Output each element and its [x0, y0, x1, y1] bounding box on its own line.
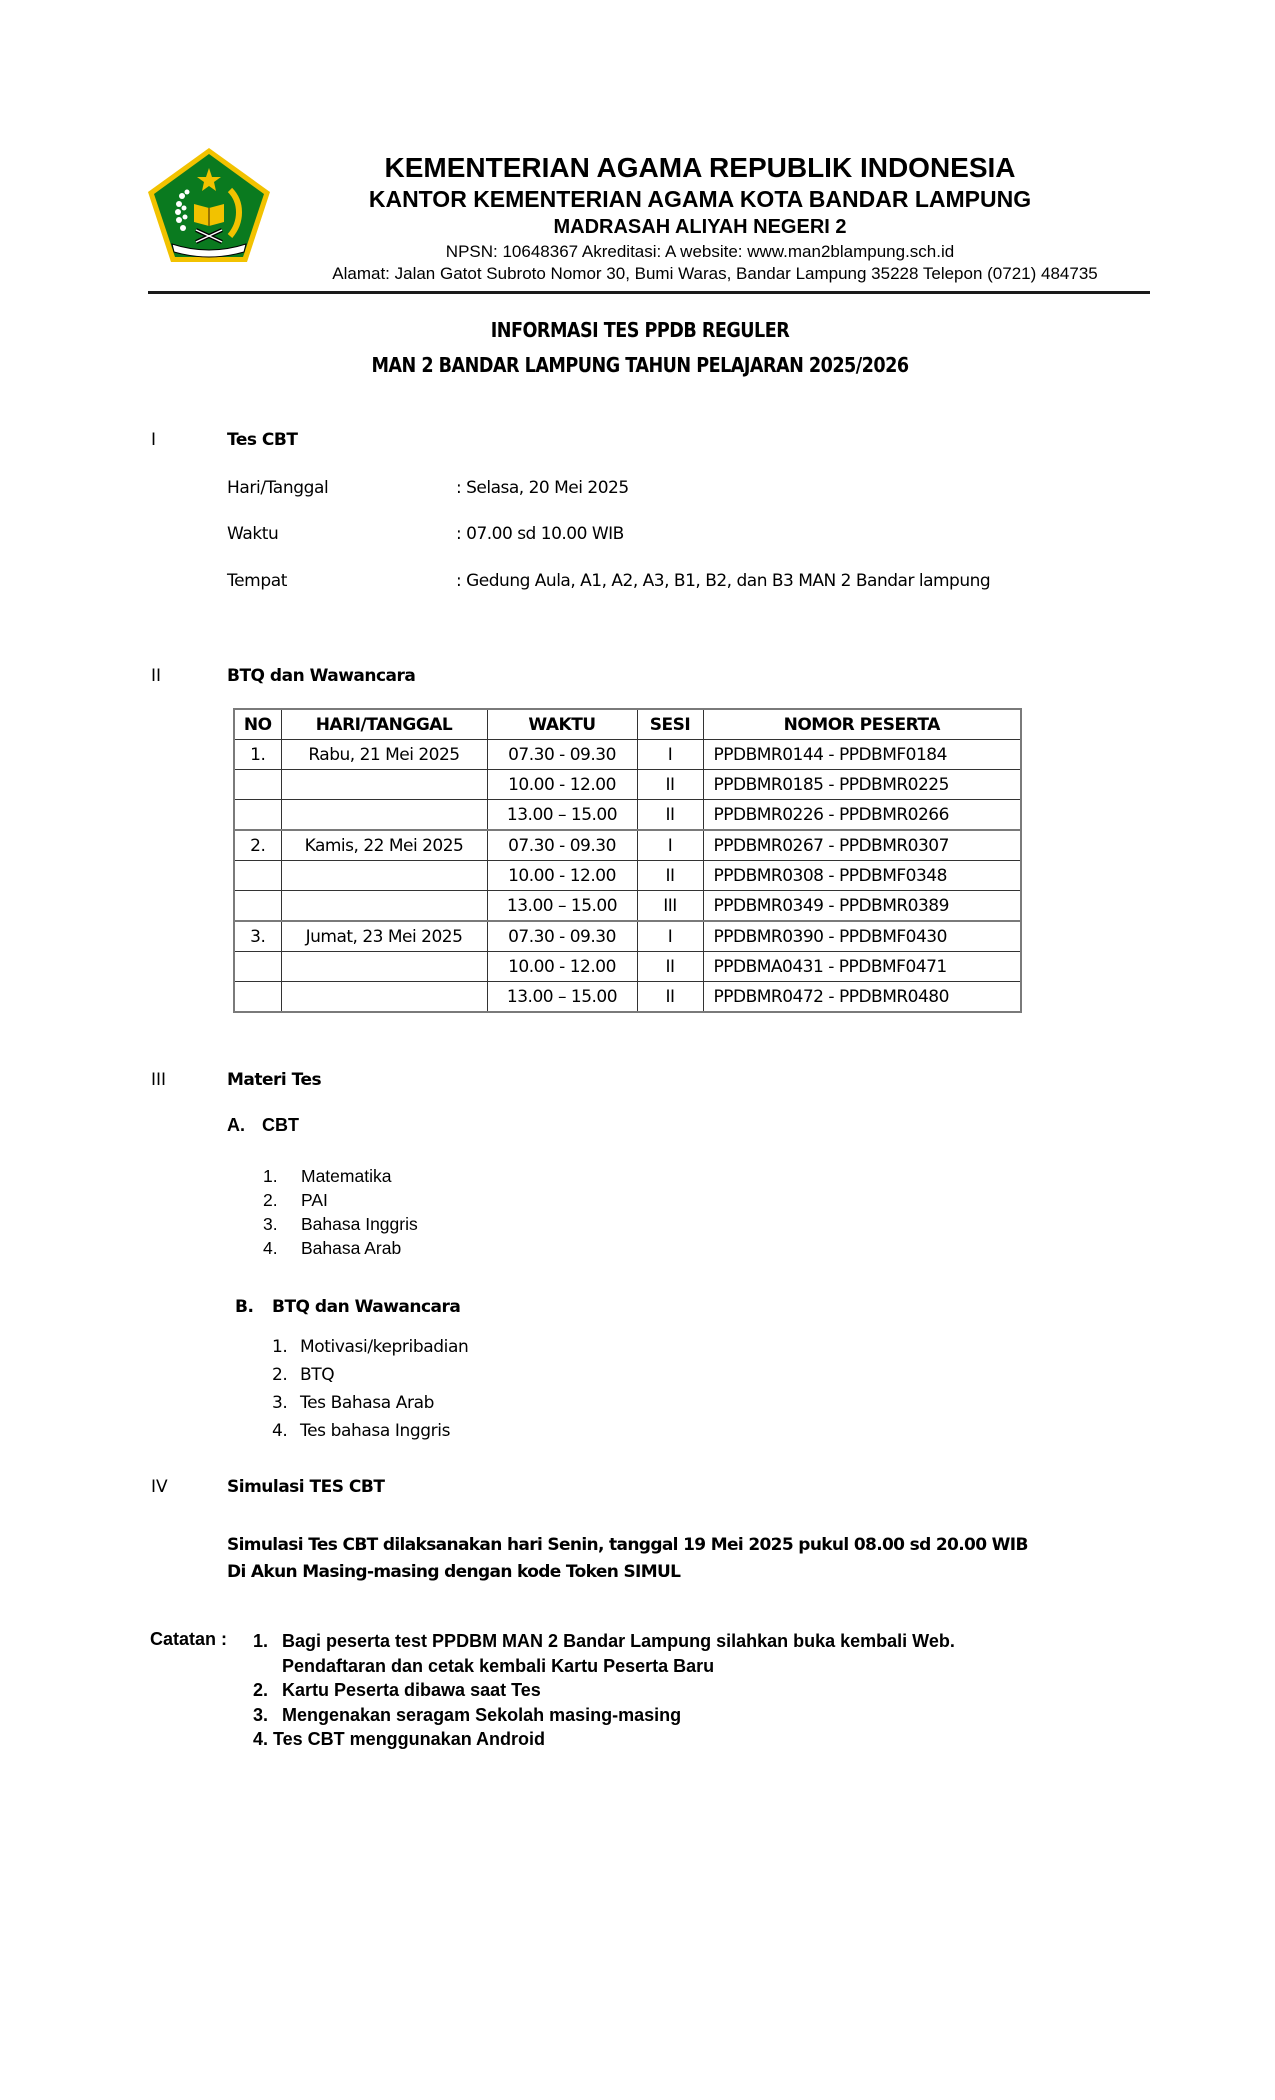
- cell-sesi: I: [637, 921, 703, 952]
- note-item: 3. Mengenakan seragam Sekolah masing-masing: [253, 1704, 682, 1725]
- notes-list: [253, 1629, 955, 1752]
- subsection-letter-a: A.: [227, 1115, 245, 1135]
- subsection-title-btq: BTQ dan Wawancara: [272, 1297, 461, 1317]
- table-row: [234, 891, 1021, 922]
- cell-nomor-peserta: PPDBMR0308 - PPDBMF0348: [703, 861, 1021, 891]
- cell-hari-tanggal: Rabu, 21 Mei 2025: [281, 740, 487, 770]
- value-waktu: : 07.00 sd 10.00 WIB: [456, 524, 624, 544]
- table-row: [234, 921, 1021, 952]
- cell-no: 1.: [234, 740, 281, 770]
- simulation-schedule-text: Simulasi Tes CBT dilaksanakan hari Senin, tanggal 19 Mei 2025 pukul 08.00 sd 20.00 WIB: [227, 1535, 1028, 1555]
- cell-nomor-peserta: PPDBMA0431 - PPDBMF0471: [703, 952, 1021, 982]
- cell-nomor-peserta: PPDBMR0390 - PPDBMF0430: [703, 921, 1021, 952]
- cell-no: [234, 770, 281, 800]
- section-heading: BTQ dan Wawancara: [227, 666, 416, 686]
- section-heading: Materi Tes: [227, 1070, 322, 1090]
- cell-sesi: I: [637, 740, 703, 770]
- column-header-no: NO: [234, 709, 281, 740]
- label-tempat: Tempat: [227, 571, 287, 591]
- cell-no: 3.: [234, 921, 281, 952]
- cell-sesi: I: [637, 830, 703, 861]
- cell-waktu: 10.00 - 12.00: [487, 770, 637, 800]
- cell-waktu: 07.30 - 09.30: [487, 830, 637, 861]
- section-heading: Tes CBT: [227, 430, 298, 450]
- cell-hari-tanggal: Kamis, 22 Mei 2025: [281, 830, 487, 861]
- subsection-letter-b: B.: [235, 1297, 254, 1317]
- cell-no: [234, 891, 281, 922]
- notes-label: Catatan :: [150, 1629, 228, 1649]
- table-row: [234, 830, 1021, 861]
- cell-hari-tanggal: [281, 891, 487, 922]
- table-header-row: [234, 709, 1021, 740]
- letterhead-divider: [148, 291, 1150, 294]
- section-numeral: IV: [151, 1477, 168, 1497]
- cell-waktu: 13.00 – 15.00: [487, 891, 637, 922]
- school-identity: NPSN: 10648367 Akreditasi: A website: www.man2blampung.sch.id: [445, 242, 955, 261]
- section-numeral: III: [151, 1070, 167, 1090]
- cell-hari-tanggal: [281, 770, 487, 800]
- table-row: [234, 770, 1021, 800]
- label-hari-tanggal: Hari/Tanggal: [227, 478, 329, 498]
- cell-no: [234, 861, 281, 891]
- school-address: Alamat: Jalan Gatot Subroto Nomor 30, Bumi Waras, Bandar Lampung 35228 Telepon (0721) 484735: [332, 264, 1098, 283]
- cell-hari-tanggal: [281, 982, 487, 1013]
- cell-sesi: II: [637, 952, 703, 982]
- table-row: [234, 800, 1021, 831]
- label-waktu: Waktu: [227, 524, 279, 544]
- value-tempat: : Gedung Aula, A1, A2, A3, B1, B2, dan B3 MAN 2 Bandar lampung: [456, 571, 991, 591]
- value-hari-tanggal: : Selasa, 20 Mei 2025: [456, 478, 629, 498]
- cell-sesi: II: [637, 800, 703, 831]
- note-item-continuation: Pendaftaran dan cetak kembali Kartu Peserta Baru: [282, 1655, 715, 1676]
- column-header-sesi: SESI: [637, 709, 703, 740]
- section-heading: Simulasi TES CBT: [227, 1477, 385, 1497]
- cell-sesi: III: [637, 891, 703, 922]
- cell-waktu: 10.00 - 12.00: [487, 861, 637, 891]
- list-item: 3. Tes Bahasa Arab: [272, 1393, 434, 1413]
- cell-waktu: 07.30 - 09.30: [487, 921, 637, 952]
- cell-hari-tanggal: [281, 861, 487, 891]
- cell-sesi: II: [637, 982, 703, 1013]
- list-item: 2. PAI: [263, 1190, 328, 1210]
- cbt-subject-list: [263, 1164, 418, 1260]
- note-item: 2. Kartu Peserta dibawa saat Tes: [253, 1680, 541, 1700]
- list-item: 4. Bahasa Arab: [263, 1238, 402, 1258]
- cell-nomor-peserta: PPDBMR0144 - PPDBMF0184: [703, 740, 1021, 770]
- note-item: 1. Bagi peserta test PPDBM MAN 2 Bandar Lampung silahkan buka kembali Web.: [253, 1631, 955, 1651]
- list-item: 3. Bahasa Inggris: [263, 1214, 418, 1234]
- subsection-title-cbt: CBT: [262, 1115, 299, 1135]
- table-row: [234, 740, 1021, 770]
- table-row: [234, 952, 1021, 982]
- office-name: KANTOR KEMENTERIAN AGAMA KOTA BANDAR LAMPUNG: [368, 186, 1032, 212]
- cell-waktu: 13.00 – 15.00: [487, 982, 637, 1013]
- cell-nomor-peserta: PPDBMR0472 - PPDBMR0480: [703, 982, 1021, 1013]
- cell-waktu: 13.00 – 15.00: [487, 800, 637, 831]
- cell-nomor-peserta: PPDBMR0267 - PPDBMR0307: [703, 830, 1021, 861]
- list-item: 1. Motivasi/kepribadian: [272, 1337, 469, 1357]
- cell-waktu: 10.00 - 12.00: [487, 952, 637, 982]
- cell-nomor-peserta: PPDBMR0185 - PPDBMR0225: [703, 770, 1021, 800]
- cell-nomor-peserta: PPDBMR0226 - PPDBMR0266: [703, 800, 1021, 831]
- simulation-token-text: Di Akun Masing-masing dengan kode Token SIMUL: [227, 1562, 681, 1582]
- column-header-nomor-peserta: NOMOR PESERTA: [703, 709, 1021, 740]
- list-item: 4. Tes bahasa Inggris: [272, 1421, 451, 1441]
- cell-no: 2.: [234, 830, 281, 861]
- cell-sesi: II: [637, 770, 703, 800]
- document-title: INFORMASI TES PPDB REGULER: [490, 318, 790, 342]
- cell-no: [234, 800, 281, 831]
- btq-subject-list: [272, 1333, 468, 1445]
- list-item: 1. Matematika: [263, 1166, 392, 1186]
- cell-waktu: 07.30 - 09.30: [487, 740, 637, 770]
- note-item: 4. Tes CBT menggunakan Android: [253, 1729, 546, 1749]
- ministry-name: KEMENTERIAN AGAMA REPUBLIK INDONESIA: [384, 152, 1016, 183]
- cell-no: [234, 982, 281, 1013]
- cell-hari-tanggal: [281, 952, 487, 982]
- cell-sesi: II: [637, 861, 703, 891]
- document-subtitle: MAN 2 BANDAR LAMPUNG TAHUN PELAJARAN 2025/2026: [371, 353, 909, 377]
- column-header-waktu: WAKTU: [487, 709, 637, 740]
- table-row: [234, 861, 1021, 891]
- list-item: 2. BTQ: [272, 1365, 335, 1385]
- column-header-hari-tanggal: HARI/TANGGAL: [281, 709, 487, 740]
- section-numeral: II: [151, 666, 162, 686]
- school-name: MADRASAH ALIYAH NEGERI 2: [553, 216, 847, 238]
- schedule-table: [233, 708, 1022, 1013]
- cell-hari-tanggal: Jumat, 23 Mei 2025: [281, 921, 487, 952]
- table-row: [234, 982, 1021, 1013]
- cell-no: [234, 952, 281, 982]
- section-numeral: I: [151, 430, 157, 450]
- cell-hari-tanggal: [281, 800, 487, 831]
- cell-nomor-peserta: PPDBMR0349 - PPDBMR0389: [703, 891, 1021, 922]
